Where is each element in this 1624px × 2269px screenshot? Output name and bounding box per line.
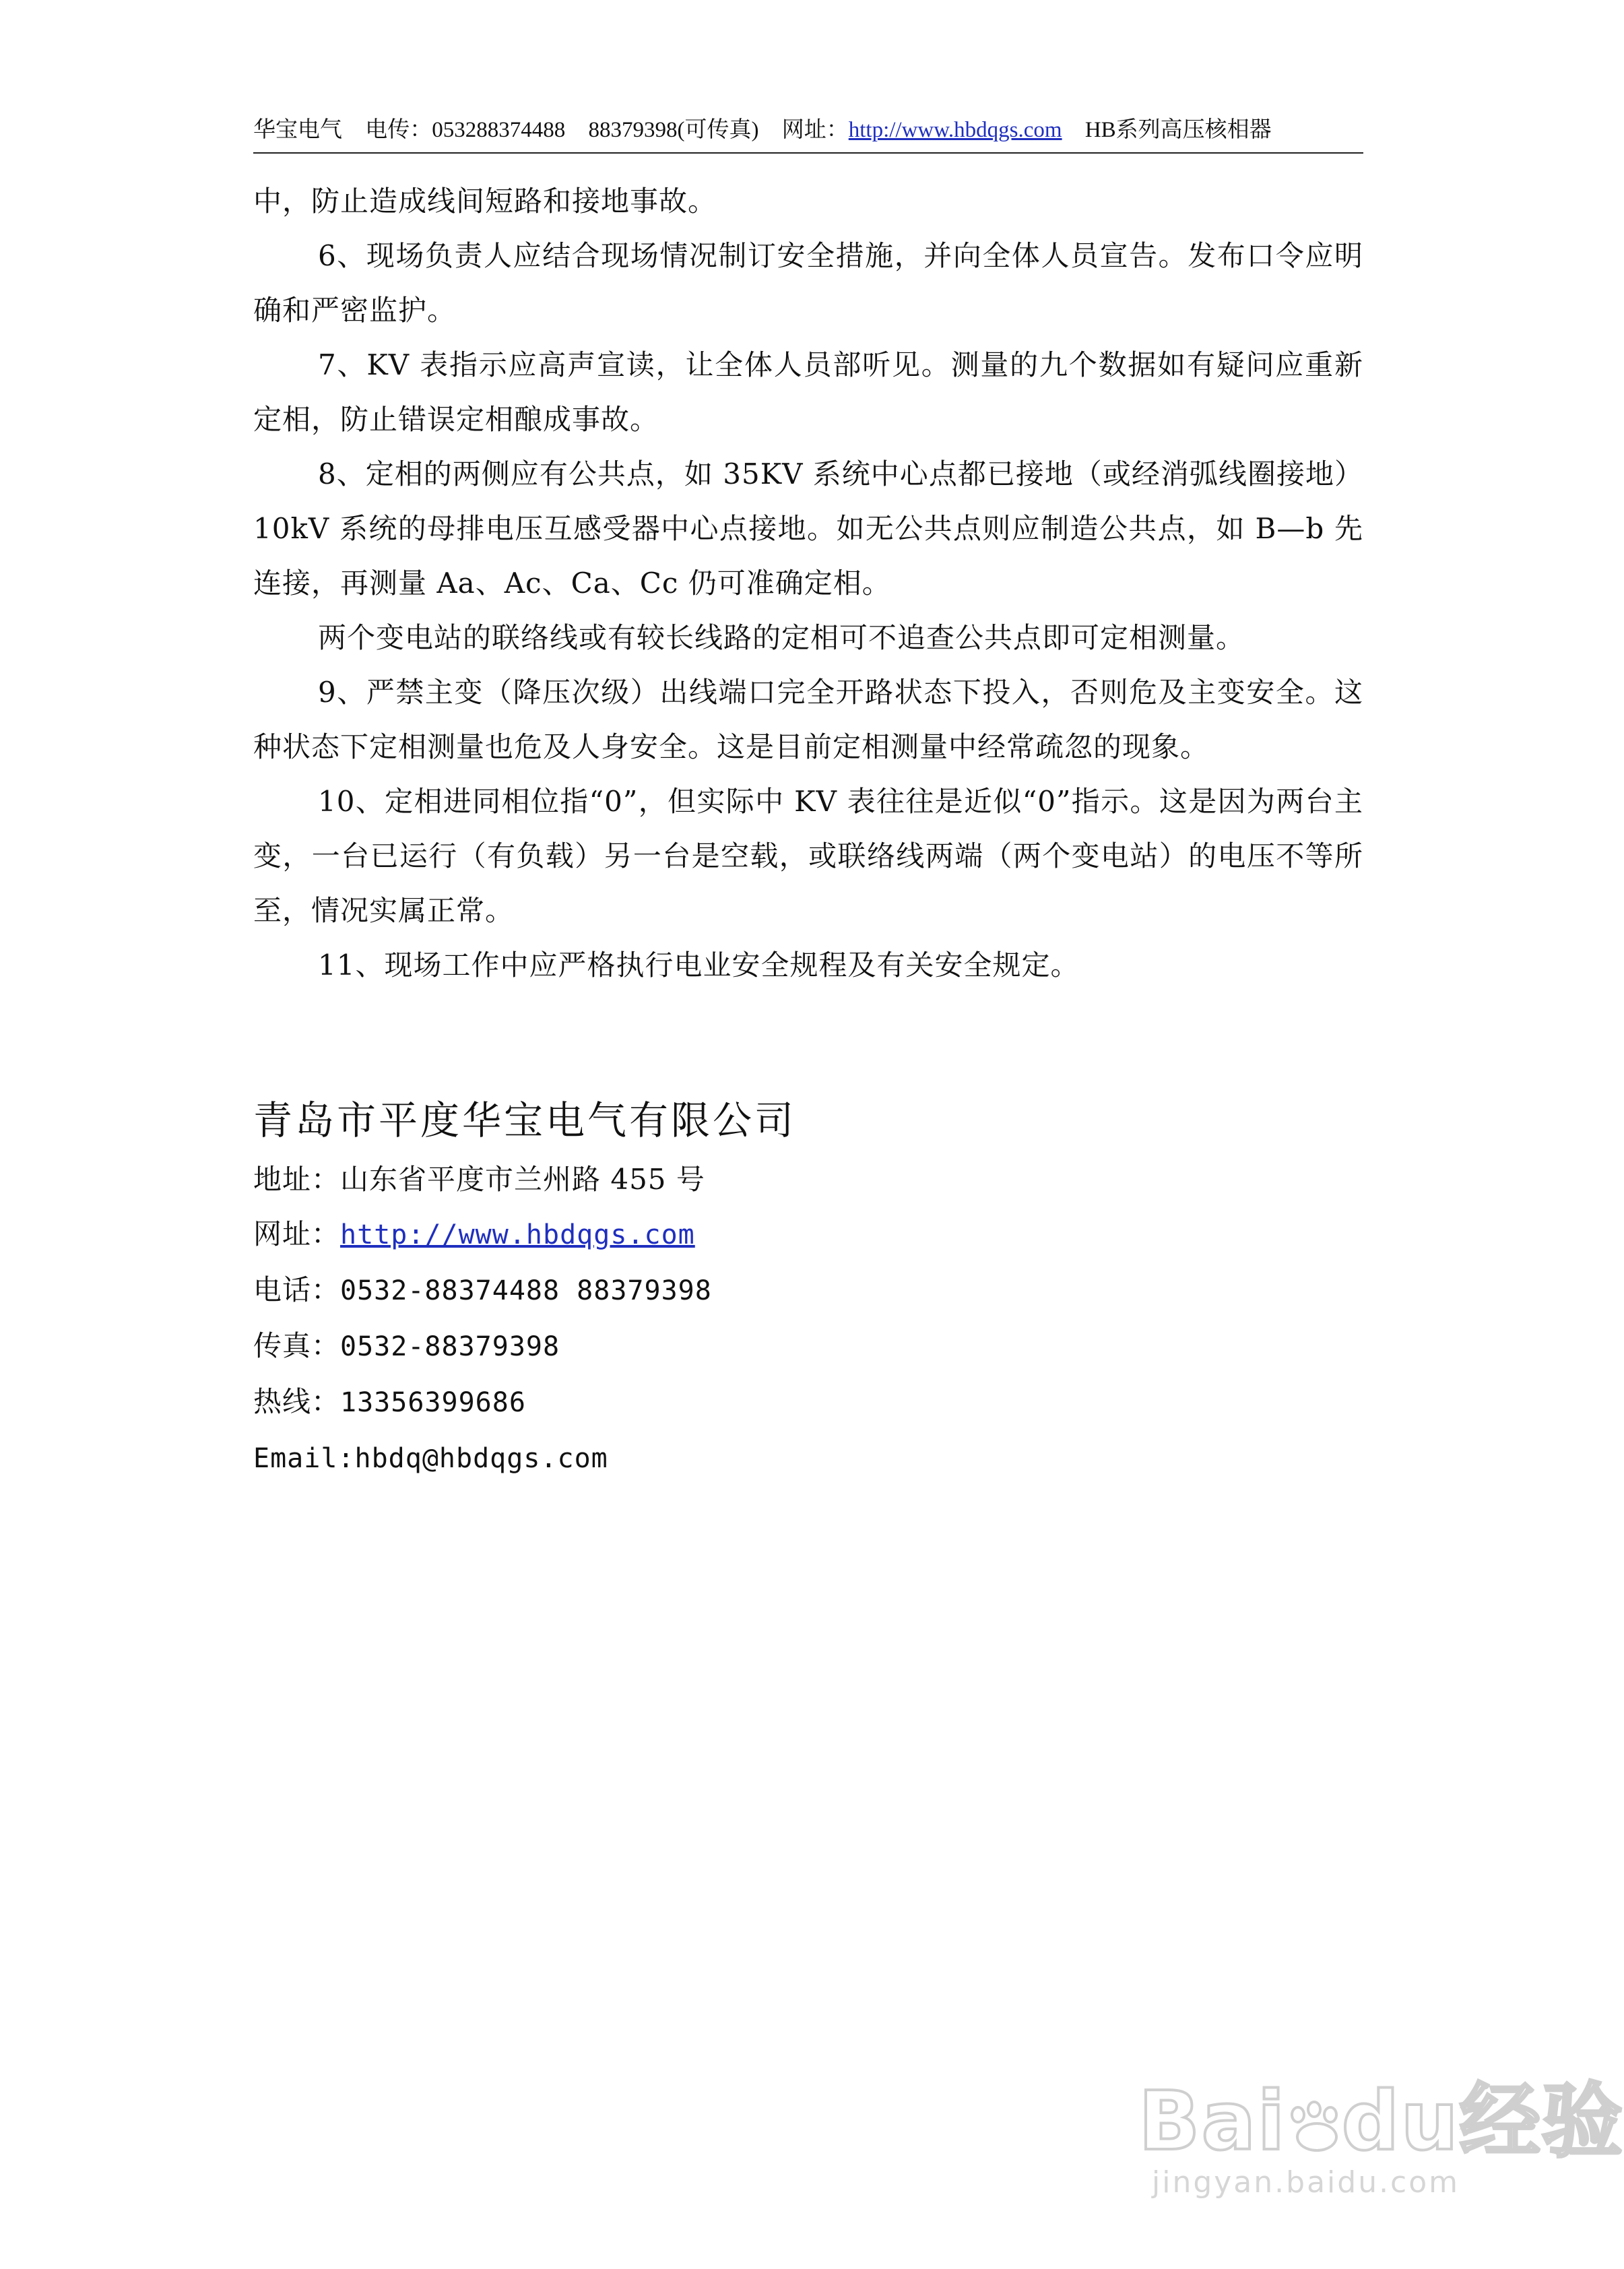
header-company: 华宝电气	[253, 118, 342, 142]
paragraph: 7、KV 表指示应高声宣读，让全体人员部听见。测量的九个数据如有疑问应重新定相，防止错误定相酿成事故。	[253, 348, 1363, 436]
paragraph: 9、严禁主变（降压次级）出线端口完全开路状态下投入，否则危及主变安全。这种状态下定相测量也危及人身安全。这是目前定相测量中经常疏忽的现象。	[253, 676, 1363, 763]
hotline-label: 热线：	[253, 1385, 341, 1418]
paragraph: 两个变电站的联络线或有较长线路的定相可不追查公共点即可定相测量。	[318, 621, 1245, 654]
header-fax: 88379398(可传真)	[588, 118, 759, 142]
paragraph: 8、定相的两侧应有公共点，如 35KV 系统中心点都已接地（或经消弧线圈接地）10kV 系统的母排电压互感受器中心点接地。如无公共点则应制造公共点，如 B—b 先连接，再测量 Aa、Ac、Ca、Cc 仍可准确定相。	[253, 457, 1363, 600]
phone-value: 0532-88374488 88379398	[340, 1275, 712, 1306]
company-info	[253, 1091, 1363, 1486]
website-label: 网址：	[253, 1217, 341, 1250]
company-website	[253, 1207, 1363, 1263]
company-address	[253, 1152, 1363, 1207]
hotline-value: 13356399686	[340, 1387, 526, 1418]
paragraph: 10、定相进同相位指“0”，但实际中 KV 表往往是近似“0”指示。这是因为两台主变，一台已运行（有负载）另一台是空载，或联络线两端（两个变电站）的电压不等所至，情况实属正常。	[253, 785, 1363, 927]
header-tel: 电传：053288374488	[365, 118, 566, 142]
phone-label: 电话：	[253, 1273, 341, 1306]
document-body	[253, 174, 1363, 992]
fax-label: 传真：	[253, 1329, 341, 1362]
paragraph: 中，防止造成线间短路和接地事故。	[253, 185, 717, 218]
fax-value: 0532-88379398	[340, 1331, 560, 1362]
company-fax	[253, 1318, 1363, 1374]
paragraph: 11、现场工作中应严格执行电业安全规程及有关安全规定。	[318, 949, 1080, 982]
page-header	[253, 113, 1363, 154]
email-label: Email:	[253, 1443, 355, 1474]
watermark-logo-right: 经验	[1459, 2075, 1624, 2169]
header-site-label: 网址：	[781, 118, 849, 142]
address-value: 山东省平度市兰州路 455 号	[340, 1163, 705, 1196]
email-value: hbdq@hbdqgs.com	[354, 1443, 608, 1474]
address-label: 地址：	[253, 1163, 341, 1196]
watermark-url: jingyan.baidu.com	[1152, 2165, 1460, 2200]
website-link[interactable]: http://www.hbdqgs.com	[340, 1219, 695, 1250]
paw-icon	[1291, 2103, 1338, 2150]
company-email	[253, 1430, 1363, 1486]
company-hotline	[253, 1374, 1363, 1430]
baidu-jingyan-watermark	[1138, 2075, 1624, 2216]
header-product: HB系列高压核相器	[1084, 118, 1272, 142]
company-phone	[253, 1263, 1363, 1318]
watermark-logo-mid: du	[1341, 2075, 1460, 2169]
company-name: 青岛市平度华宝电气有限公司	[253, 1097, 797, 1143]
header-site-link[interactable]: http://www.hbdqgs.com	[848, 118, 1062, 142]
paragraph: 6、现场负责人应结合现场情况制订安全措施，并向全体人员宣告。发布口令应明确和严密监护。	[253, 239, 1363, 327]
watermark-logo-left: Bai	[1138, 2075, 1287, 2169]
watermark-logo	[1138, 2075, 1624, 2169]
